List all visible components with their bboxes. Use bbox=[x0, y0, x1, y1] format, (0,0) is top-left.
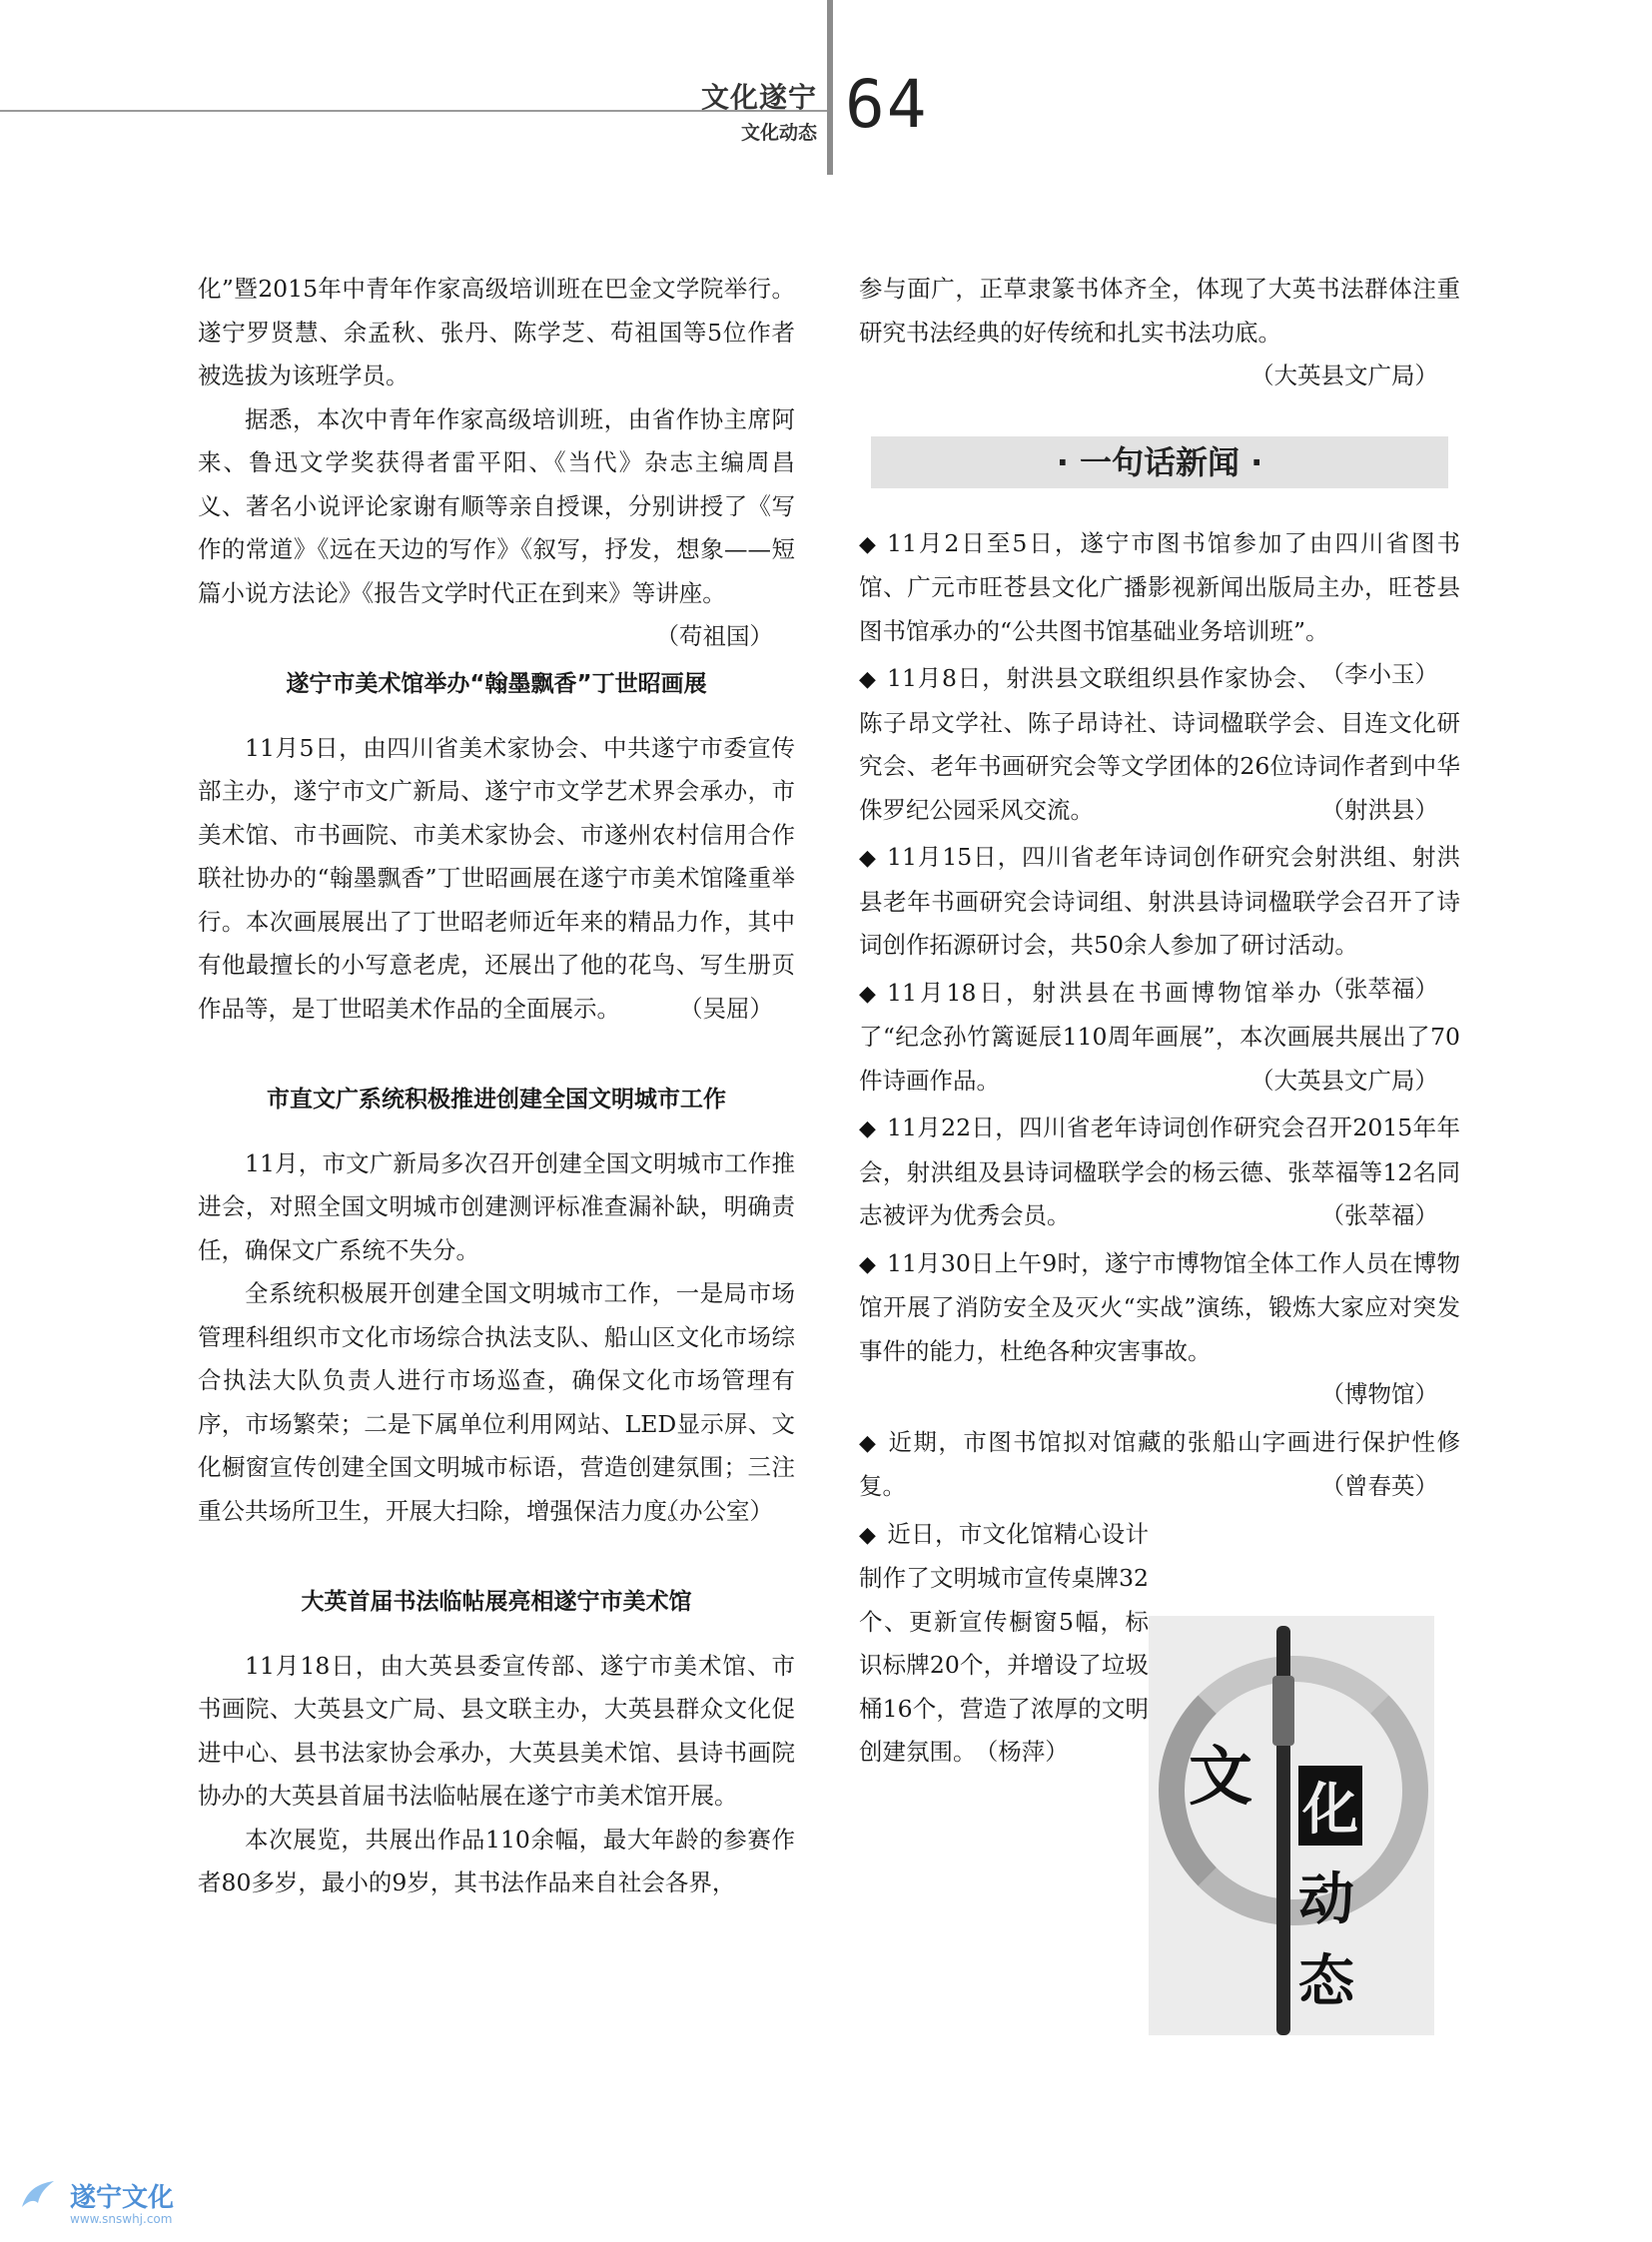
source-credit: （博物馆） bbox=[1320, 1380, 1438, 1408]
news-text: 近日，市文化馆精心设计制作了文明城市宣传桌牌32个、更新宣传橱窗5幅，标识标牌20个，并增设了垃圾桶16个，营造了浓厚的文明创建氛围。 bbox=[859, 1519, 1149, 1766]
news-item bbox=[859, 1513, 1149, 1775]
source-credit: （大英县文广局） bbox=[1250, 362, 1438, 389]
news-text: 11月22日，四川省老年诗词创作研究会召开2015年年会，射洪组及县诗词楹联学会的杨云德、张萃福等12名同志被评为优秀会员。 bbox=[859, 1114, 1460, 1229]
source-credit: （大英县文广局） bbox=[1250, 1066, 1438, 1095]
article-heading: 遂宁市美术馆举办“翰墨飘香”丁世昭画展 bbox=[286, 671, 707, 697]
magazine-title: 文化遂宁 bbox=[700, 81, 817, 114]
diamond-bullet-icon: ◆ bbox=[859, 1251, 876, 1277]
source-credit: （苟祖国） bbox=[655, 622, 773, 650]
graphic-char: 化 bbox=[1298, 1766, 1362, 1846]
left-column bbox=[198, 268, 795, 1905]
graphic-char: 文 bbox=[1189, 1741, 1252, 1815]
diamond-bullet-icon: ◆ bbox=[859, 1117, 876, 1141]
diamond-bullet-icon: ◆ bbox=[859, 846, 876, 871]
news-item bbox=[859, 522, 1460, 688]
news-text: 11月18日，射洪县在书画博物馆举办了“纪念孙竹篱诞辰110周年画展”，本次画展共展出了70件诗画作品。 bbox=[859, 978, 1460, 1095]
news-text: 11月2日至5日，遂宁市图书馆参加了由四川省图书馆、广元市旺苍县文化广播影视新闻出版局主办，旺苍县图书馆承办的“公共图书馆基础业务培训班”。 bbox=[859, 528, 1460, 645]
source-credit: （李小玉） bbox=[1320, 660, 1438, 688]
news-item bbox=[859, 836, 1460, 1003]
paragraph-text: 据悉，本次中青年作家高级培训班，由省作协主席阿来、鲁迅文学奖获得者雷平阳、《当代》杂志主编周昌义、著名小说评论家谢有顺等亲自授课，分别讲授了《写作的常道》《远在天边的写作》《叙写，抒发，想象——短篇小说方法论》《报告文学时代正在到来》等讲座。 bbox=[198, 404, 795, 607]
header-divider bbox=[827, 0, 833, 175]
news-item bbox=[859, 1107, 1460, 1238]
brush-pen-band bbox=[1272, 1676, 1294, 1746]
graphic-char: 态 bbox=[1298, 1949, 1354, 2014]
paragraph: 11月5日，由四川省美术家协会、中共遂宁市委宣传部主办，遂宁市文广新局、遂宁市文学艺术界会承办，市美术馆、市书画院、市美术家协会、市遂州农村信用合作联社协办的“翰墨飘香”丁世昭画展在遂宁市美术馆隆重举行。本次画展展出了丁世昭老师近年来的精品力作，其中有他最擅长的小写意老虎，还展出了他的花鸟、写生册页作品等，是丁世昭美术作品的全面展示。 bbox=[198, 733, 795, 1023]
paragraph bbox=[198, 398, 795, 650]
source-credit: （杨萍） bbox=[986, 1738, 1069, 1766]
source-credit: （射洪县） bbox=[1320, 795, 1438, 824]
wing-logo-icon bbox=[18, 2177, 58, 2217]
source-credit: （办公室） bbox=[655, 1496, 773, 1525]
news-item bbox=[859, 1421, 1460, 1509]
source-credit: （张萃福） bbox=[1320, 974, 1438, 1003]
culture-news-graphic bbox=[1149, 1616, 1434, 2035]
paragraph: 全系统积极展开创建全国文明城市工作，一是局市场管理科组织市文化市场综合执法支队、船山区文化市场综合执法大队负责人进行市场巡查，确保文化市场管理有序，市场繁荣；二是下属单位利用网站、LED显示屏、文化橱窗宣传创建全国文明城市标语，营造创建氛围；三注重公共场所卫生，开展大扫除，增强保洁力度。 bbox=[198, 1279, 795, 1525]
source-credit: （曾春英） bbox=[1320, 1472, 1438, 1500]
news-item bbox=[859, 1242, 1460, 1374]
site-logo bbox=[18, 2177, 174, 2226]
paragraph: 参与面广，正草隶篆书体齐全，体现了大英书法群体注重研究书法经典的好传统和扎实书法功底。 bbox=[859, 275, 1460, 347]
paragraph: 11月18日，由大英县委宣传部、遂宁市美术馆、市书画院、大英县文广局、县文联主办，大英县群众文化促进中心、县书法家协会承办，大英县美术馆、县诗书画院协办的大英县首届书法临帖展在遂宁市美术馆开展。 bbox=[198, 1651, 795, 1810]
diamond-bullet-icon: ◆ bbox=[859, 531, 876, 557]
diamond-bullet-icon: ◆ bbox=[859, 1430, 876, 1456]
paragraph: 11月，市文广新局多次召开创建全国文明城市工作推进会，对照全国文明城市创建测评标准查漏补缺，明确责任，确保文广系统不失分。 bbox=[198, 1148, 795, 1264]
source-credit: （张萃福） bbox=[1320, 1201, 1438, 1229]
diamond-bullet-icon: ◆ bbox=[859, 1522, 876, 1548]
news-text: 11月8日，射洪县文联组织县作家协会、陈子昂文学社、陈子昂诗社、诗词楹联学会、目连文化研究会、老年书画研究会等文学团体的26位诗词作者到中华侏罗纪公园采风交流。 bbox=[859, 664, 1460, 824]
article-heading: 大英首届书法临帖展亮相遂宁市美术馆 bbox=[301, 1589, 692, 1615]
logo-url: www.snswhj.com bbox=[70, 2212, 173, 2226]
news-banner: · 一句话新闻 · bbox=[871, 436, 1448, 488]
article-heading: 市直文广系统积极推进创建全国文明城市工作 bbox=[267, 1087, 726, 1113]
logo-text: 遂宁文化 bbox=[70, 2183, 175, 2213]
page-number: 64 bbox=[845, 66, 929, 143]
source-credit: （吴屈） bbox=[679, 994, 773, 1023]
news-text: 11月15日，四川省老年诗词创作研究会射洪组、射洪县老年书画研究会诗词组、射洪县诗词楹联学会召开了诗词创作拓源研讨会，共50余人参加了研讨活动。 bbox=[859, 843, 1460, 959]
diamond-bullet-icon: ◆ bbox=[859, 981, 876, 1007]
section-title: 文化动态 bbox=[740, 122, 817, 144]
diamond-bullet-icon: ◆ bbox=[859, 667, 876, 692]
paragraph: 本次展览，共展出作品110余幅，最大年龄的参赛作者80多岁，最小的9岁，其书法作品来自社会各界， bbox=[198, 1825, 795, 1896]
news-text: 近期，市图书馆拟对馆藏的张船山字画进行保护性修复。 bbox=[859, 1427, 1460, 1500]
right-column bbox=[859, 268, 1460, 1775]
news-text: 11月30日上午9时，遂宁市博物馆全体工作人员在博物馆开展了消防安全及灭火“实战”演练，锻炼大家应对突发事件的能力，杜绝各种灾害事故。 bbox=[859, 1248, 1460, 1365]
graphic-char: 动 bbox=[1298, 1868, 1354, 1932]
paragraph: 化”暨2015年中青年作家高级培训班在巴金文学院举行。遂宁罗贤慧、余孟秋、张丹、陈学芝、苟祖国等5位作者被选拔为该班学员。 bbox=[198, 275, 795, 389]
